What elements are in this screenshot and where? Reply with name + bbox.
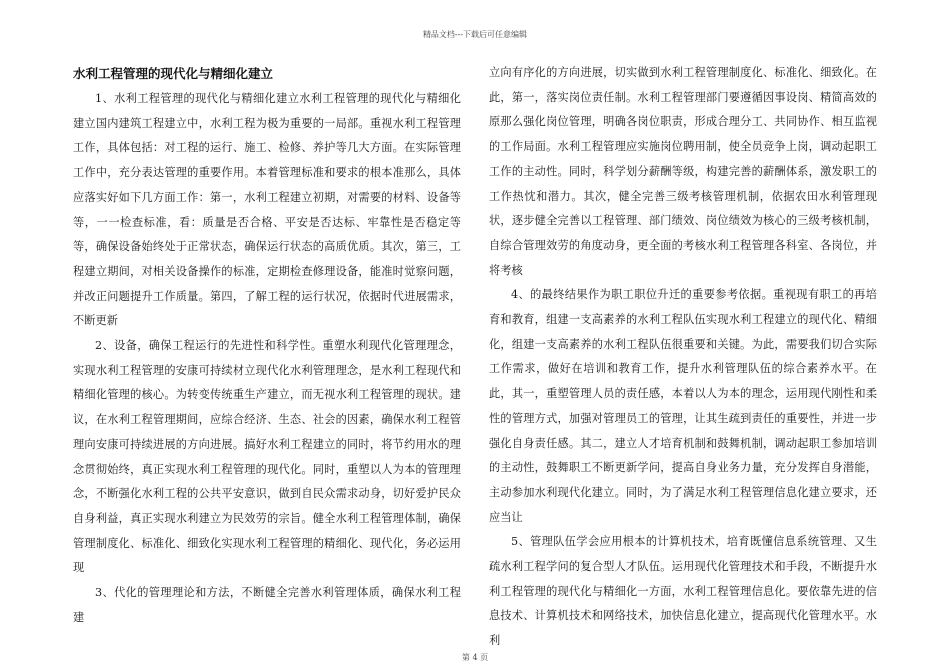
paragraph-2: 2、设备，确保工程运行的先进性和科学性。重塑水利现代化管理理念，实现水利工程管理的安康可持续材立现代化水利管理理念，是水利工程现代和精细化管理的核心。为转变传统重生产建立，而无视水利工程管理的现状。建议，在水利工程管理期间，应综合经济、生态、社会的因素，确保水利工程管理向安康可持续进展的方向进展。搞好水利工程建立的同时，将节约用水的理念贯彻始终，真正实现水利工程管理的现代化。同时，重塑以人为本的管理理念，不断强化水利工程的公共平安意识，做到自民众需求动身，切好爱护民众自身利益，真正实现水利建立为民效劳的宗旨。健全水利工程管理体制，确保管理制度化、标准化、细致化实现水利工程管理的精细化、现代化，务必运用现	[73, 339, 461, 575]
document-title: 水利工程管理的现代化与精细化建立	[73, 66, 274, 81]
paragraph-1: 1、水利工程管理的现代化与精细化建立水利工程管理的现代化与精细化建立国内建筑工程建立中，水利工程为极为重要的一局部。重视水利工程管理工作，具体包括：对工程的运行、施工、检修、养护等几大方面。在实际管理工作中，充分表达管理的重要作用。本着管理标准和要求的根本准那么，具体应落实好如下几方面工作：第一，水利工程建立初期，对需要的材料、设备等等，一一检查标准，看：质量是否合格、平安是否达标、牢靠性是否稳定等等，确保设备始终处于正常状态，确保运行状态的高质优质。其次，第三，工程建立期间，对相关设备操作的标准，定期检查修理设备，能准时觉察问题，并改正问题提升工作质量。第四，了解工程的运行状况，依据时代进展需求，不断更新	[73, 92, 461, 328]
right-column	[489, 61, 877, 654]
paragraph-3: 3、代化的管理理论和方法，不断健全完善水利管理体质，确保水利工程建	[73, 586, 461, 624]
paragraph-3-continued: 立向有序化的方向进展，切实做到水利工程管理制度化、标准化、细致化。在此，第一，落实岗位责任制。水利工程管理部门要遵循因事设岗、精简高效的原那么强化岗位管理，明确各岗位职责，形成合理分工、共同协作、相互监视的工作局面。水利工程管理应实施岗位聘用制，使全员竞争上岗，调动起职工工作的主动性。同时，科学划分薪酬等级，构建完善的薪酬体系，激发职工的工作热忱和潜力。其次，健全完善三级考核管理机制，依据农田水利管理现状，逐步健全完善以工程管理、部门绩效、岗位绩效为核心的三级考核机制，自综合管理效劳的角度动身，更全面的考核水利工程管理各科室、各岗位，并将考核	[489, 66, 877, 277]
left-column	[73, 61, 461, 630]
paragraph-5: 5、管理队伍学会应用根本的计算机技术，培育既懂信息系统管理、又生疏水利工程学问的复合型人才队伍。运用现代化管理技术和手段，不断提升水利工程管理的现代化与精细化一方面，水利工程管理信息化。要依靠先进的信息技术、计算机技术和网络技术，加快信息化建立，提高现代化管理水平。水利	[489, 535, 877, 648]
page-header: 精品文档---下载后可任意编辑	[422, 30, 528, 39]
paragraph-4: 4、的最终结果作为职工职位升迁的重要参考依据。重视现有职工的再培育和教育，组建一支高素养的水利工程队伍实现水利工程建立的现代化、精细化，组建一支高素养的水利工程队伍很重要和关键。为此，需要我们切合实际工作需求，做好在培训和教育工作，提升水利管理队伍的综合素养水平。在此，其一，重塑管理人员的责任感，本着以人为本的理念，运用现代刚性和柔性的管理方式，加强对管理员工的管理，让其生疏到责任的重要性，并进一步强化自身责任感。其二，建立人才培育机制和鼓舞机制，调动起职工参加培训的主动性，鼓舞职工不断更新学问，提高自身业务力量，充分发挥自身潜能，主动参加水利现代化建立。同时，为了满足水利工程管理信息化建立要求，还应当让	[489, 288, 877, 524]
page-number: 第 4 页	[461, 653, 489, 662]
